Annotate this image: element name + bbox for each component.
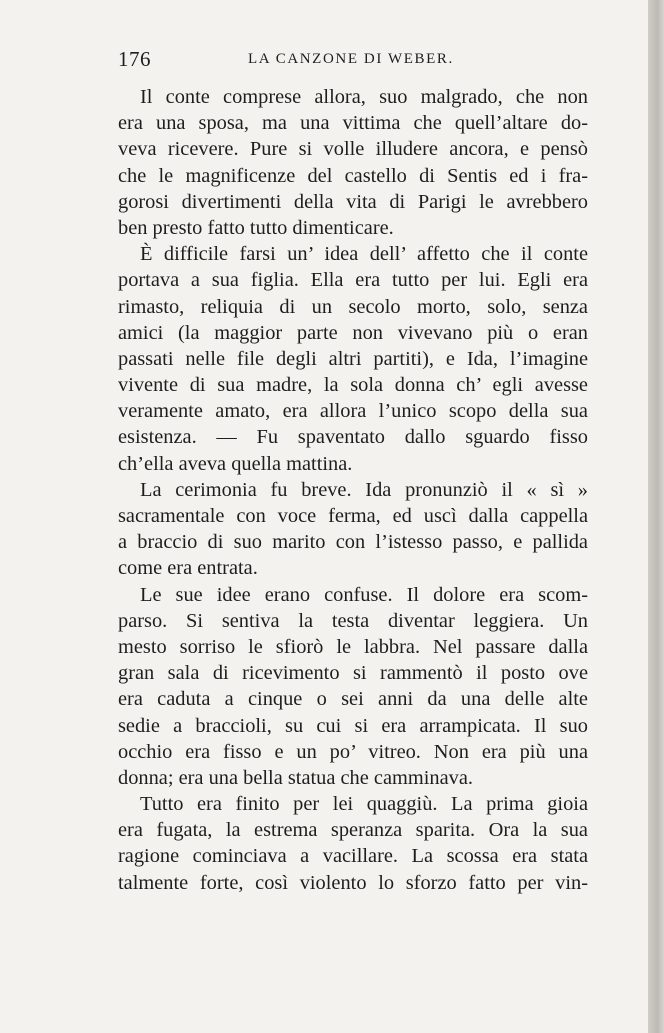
text-line: amici (la maggior parte non vivevano più o eran	[118, 321, 588, 344]
text-line: era caduta a cinque o sei anni da una delle alte	[118, 688, 588, 711]
text-line: che le magnificenze del castello di Sentis ed i fra-	[118, 164, 588, 187]
text-line: mesto sorriso le sfiorò le labbra. Nel passare dalla	[118, 635, 588, 658]
text-line: era una sposa, ma una vittima che quell’altare do-	[118, 112, 588, 135]
text-line: veva ricevere. Pure si volle illudere ancora, e pensò	[118, 138, 588, 161]
text-line: ch’ella aveva quella mattina.	[118, 452, 353, 475]
text-line: ragione cominciava a vacillare. La scossa era stata	[118, 845, 588, 868]
running-title: LA CANZONE DI WEBER.	[248, 51, 454, 67]
text-line: gorosi divertimenti della vita di Parigi le avrebbero	[118, 190, 588, 213]
text-line: ben presto fatto tutto dimenticare.	[118, 216, 394, 239]
text-line: Tutto era finito per lei quaggiù. La prima gioia	[140, 793, 588, 816]
text-line: a braccio di suo marito con l’istesso passo, e pallida	[118, 531, 588, 554]
text-line: rimasto, reliquia di un secolo morto, solo, senza	[118, 295, 588, 318]
text-line: esistenza. — Fu spaventato dallo sguardo fisso	[118, 426, 588, 449]
page-header	[118, 47, 588, 73]
text-line: La cerimonia fu breve. Ida pronunziò il « sì »	[140, 478, 588, 501]
text-line: occhio era fisso e un po’ vitreo. Non era più una	[118, 740, 588, 763]
text-line: parso. Si sentiva la testa diventar leggiera. Un	[118, 609, 588, 632]
text-line: vivente di sua madre, la sola donna ch’ egli avesse	[118, 374, 588, 397]
text-line: talmente forte, così violento lo sforzo fatto per vin-	[118, 871, 588, 894]
text-line: Le sue idee erano confuse. Il dolore era scom-	[140, 583, 588, 606]
text-line: È difficile farsi un’ idea dell’ affetto che il conte	[140, 243, 588, 266]
text-line: sacramentale con voce ferma, ed uscì dalla cappella	[118, 505, 588, 527]
text-line: portava a sua figlia. Ella era tutto per lui. Egli era	[118, 269, 588, 292]
text-line: donna; era una bella statua che camminava.	[118, 766, 473, 789]
body-text	[118, 84, 588, 896]
text-line: Il conte comprese allora, suo malgrado, che non	[140, 86, 588, 108]
text-line: veramente amato, era allora l’unico scopo della sua	[118, 400, 588, 423]
text-line: sedie a braccioli, su cui si era arrampicata. Il suo	[118, 714, 588, 737]
text-line: come era entrata.	[118, 557, 258, 580]
page-number: 176	[118, 47, 151, 71]
text-line: era fugata, la estrema speranza sparita. Ora la sua	[118, 819, 588, 842]
page-edge-shadow	[648, 0, 664, 1033]
text-line: passati nelle file degli altri partiti), e Ida, l’imagine	[118, 347, 588, 370]
text-line: gran sala di ricevimento si rammentò il posto ove	[118, 662, 588, 685]
